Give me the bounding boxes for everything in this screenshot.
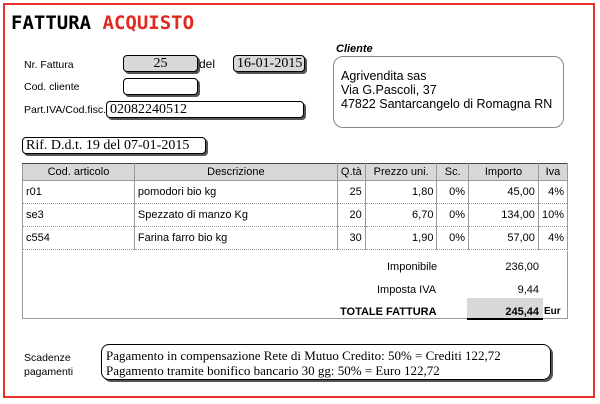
cell-discount[interactable]: 0% (437, 181, 469, 204)
cell-description[interactable]: pomodori bio kg (134, 181, 337, 204)
cell-qty[interactable]: 30 (337, 227, 365, 250)
grand-total-value: 245,44 (505, 306, 539, 318)
client-code-label: Cod. cliente (24, 81, 80, 93)
payment-term-line: Pagamento in compensazione Rete di Mutuo Credito: 50% = Crediti 122,72 (106, 348, 501, 363)
cell-amount: 57,00 (469, 227, 539, 250)
header-discount: Sc. (437, 164, 469, 181)
payment-terms-label (24, 351, 73, 379)
table-header-row (23, 164, 568, 181)
ddt-reference-field[interactable]: Rif. D.d.t. 19 del 07-01-2015 (22, 137, 206, 154)
cell-vat[interactable]: 4% (538, 227, 567, 250)
cell-discount[interactable]: 0% (437, 227, 469, 250)
grand-total-label: TOTALE FATTURA (340, 306, 437, 318)
cell-description[interactable]: Farina farro bio kg (134, 227, 337, 250)
payment-terms-label-line2: pagamenti (24, 366, 74, 378)
cell-vat[interactable]: 10% (538, 204, 567, 227)
items-table (22, 163, 568, 250)
vat-total-label: Imposta IVA (377, 284, 437, 296)
header-amount: Importo (469, 164, 539, 181)
header-price: Prezzo uni. (365, 164, 437, 181)
cell-amount: 45,00 (469, 181, 539, 204)
invoice-date-field[interactable]: 16-01-2015 (233, 55, 305, 72)
client-street: Via G.Pascoli, 37 (341, 83, 437, 97)
header-vat: Iva (538, 164, 567, 181)
vat-total-value: 9,44 (517, 284, 539, 296)
payment-terms-box[interactable] (101, 344, 551, 380)
taxable-label: Imponibile (387, 261, 438, 273)
cell-amount: 134,00 (469, 204, 539, 227)
client-heading: Cliente (336, 43, 373, 55)
vat-label: Part.IVA/Cod.fisc. (24, 104, 107, 116)
page-title (11, 12, 194, 34)
table-row (23, 204, 568, 227)
cell-price[interactable]: 6,70 (365, 204, 437, 227)
cell-code[interactable]: r01 (23, 181, 135, 204)
invoice-number-field[interactable]: 25 (123, 55, 198, 72)
cell-price[interactable]: 1,80 (365, 181, 437, 204)
payment-terms-label-line1: Scadenze (24, 352, 71, 364)
vat-field[interactable]: 02082240512 (106, 101, 304, 118)
cell-discount[interactable]: 0% (437, 204, 469, 227)
cell-code[interactable]: se3 (23, 204, 135, 227)
title-fattura: FATTURA (11, 12, 92, 34)
header-description: Descrizione (134, 164, 337, 181)
totals-section (22, 251, 568, 319)
cell-vat[interactable]: 4% (538, 181, 567, 204)
table-row (23, 227, 568, 250)
taxable-value: 236,00 (505, 261, 539, 273)
table-row (23, 181, 568, 204)
client-address-box (333, 56, 564, 128)
client-name: Agrivendita sas (341, 69, 427, 83)
currency-label: Eur (544, 306, 561, 317)
cell-qty[interactable]: 20 (337, 204, 365, 227)
cell-qty[interactable]: 25 (337, 181, 365, 204)
client-city: 47822 Santarcangelo di Romagna RN (341, 97, 553, 111)
payment-term-line: Pagamento tramite bonifico bancario 30 gg: 50% = Euro 122,72 (106, 363, 440, 378)
title-acquisto: ACQUISTO (102, 12, 195, 34)
header-code: Cod. articolo (23, 164, 135, 181)
client-code-field[interactable] (123, 78, 198, 95)
cell-price[interactable]: 1,90 (365, 227, 437, 250)
invoice-number-label: Nr. Fattura (24, 59, 74, 71)
cell-code[interactable]: c554 (23, 227, 135, 250)
date-label: del (199, 57, 216, 71)
header-qty: Q.tà (337, 164, 365, 181)
cell-description[interactable]: Spezzato di manzo Kg (134, 204, 337, 227)
